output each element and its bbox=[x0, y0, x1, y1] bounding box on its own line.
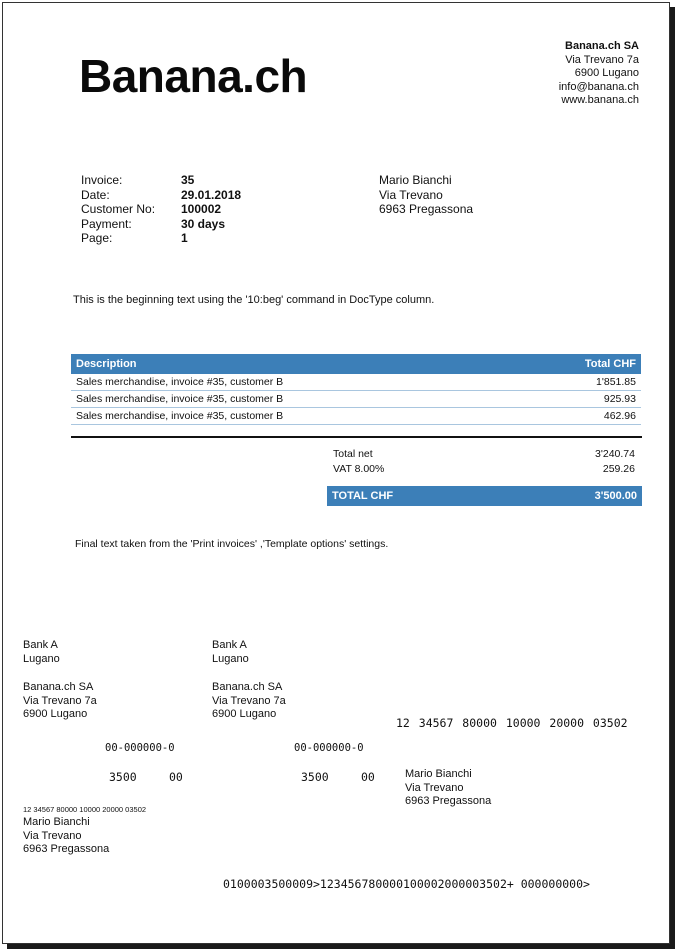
total-net-value: 3'240.74 bbox=[595, 448, 635, 460]
invoice-info-labels bbox=[81, 173, 155, 246]
payer-city: 6963 Pregassona bbox=[23, 843, 110, 855]
amount-cents-right: 00 bbox=[361, 770, 375, 784]
invoice-number: 35 bbox=[181, 173, 195, 187]
table-row bbox=[71, 374, 641, 391]
table-row bbox=[71, 408, 641, 425]
total-net-label: Total net bbox=[333, 448, 373, 460]
company-logo: Banana.ch bbox=[79, 50, 308, 102]
customer-street: Via Trevano bbox=[379, 187, 443, 202]
company-website[interactable]: www.banana.ch bbox=[561, 94, 639, 106]
row-description: Sales merchandise, invoice #35, customer B bbox=[76, 376, 284, 388]
page-label: Page: bbox=[81, 231, 113, 245]
coding-line: 0100003500009>123456780000100002000003502+ 000000000> bbox=[223, 877, 590, 891]
company-city: 6900 Lugano bbox=[574, 67, 639, 79]
account-number-right: 00-000000-0 bbox=[294, 742, 364, 754]
row-total: 925.93 bbox=[603, 393, 636, 405]
items-table bbox=[71, 354, 641, 425]
vat-label: VAT 8.00% bbox=[333, 463, 385, 475]
final-text: Final text taken from the 'Print invoices' ,'Template options' settings. bbox=[75, 538, 389, 550]
reference-number: 12 34567 80000 10000 20000 03502 bbox=[396, 716, 628, 730]
payee-street: Via Trevano 7a bbox=[212, 694, 286, 707]
company-street: Via Trevano 7a bbox=[565, 53, 639, 66]
customer-name: Mario Bianchi bbox=[379, 173, 452, 187]
account-number-left: 00-000000-0 bbox=[105, 742, 175, 754]
bank-city: Lugano bbox=[23, 652, 60, 665]
row-description: Sales merchandise, invoice #35, customer B bbox=[76, 393, 284, 405]
grand-total-value: 3'500.00 bbox=[594, 490, 637, 502]
invoice-date: 29.01.2018 bbox=[181, 187, 242, 202]
table-header bbox=[71, 354, 641, 374]
slip-payee-left bbox=[23, 681, 97, 722]
payment-label: Payment: bbox=[81, 216, 132, 231]
slip-payee-right bbox=[212, 681, 286, 722]
row-total: 462.96 bbox=[603, 410, 636, 422]
company-name: Banana.ch SA bbox=[565, 40, 639, 52]
invoice-number-label: Invoice: bbox=[81, 173, 123, 187]
payer-city: 6963 Pregassona bbox=[405, 795, 492, 807]
payee-city: 6900 Lugano bbox=[23, 708, 88, 720]
page-number: 1 bbox=[181, 231, 188, 245]
amount-francs-left: 3500 bbox=[109, 770, 137, 784]
slip-payer-right bbox=[405, 768, 491, 809]
vat-value: 259.26 bbox=[602, 463, 635, 475]
payee-name: Banana.ch SA bbox=[23, 681, 94, 693]
column-header-total: Total CHF bbox=[584, 358, 636, 370]
customer-address bbox=[379, 173, 473, 217]
begin-text: This is the beginning text using the '10:beg' command in DocType column. bbox=[73, 294, 435, 306]
payee-street: Via Trevano 7a bbox=[23, 694, 97, 707]
bank-name: Bank A bbox=[212, 639, 247, 651]
column-header-description: Description bbox=[76, 358, 137, 370]
invoice-page bbox=[2, 2, 670, 944]
slip-bank-right bbox=[212, 639, 249, 666]
slip-bank-left bbox=[23, 639, 60, 666]
table-divider bbox=[71, 436, 642, 438]
payee-name: Banana.ch SA bbox=[212, 681, 283, 693]
slip-payer-left bbox=[23, 816, 109, 857]
payer-name: Mario Bianchi bbox=[405, 768, 472, 780]
payer-name: Mario Bianchi bbox=[23, 816, 90, 828]
customer-number: 100002 bbox=[181, 202, 222, 216]
reference-number-small: 12 34567 80000 10000 20000 03502 bbox=[23, 805, 147, 814]
company-address bbox=[559, 40, 639, 108]
company-email[interactable]: info@banana.ch bbox=[558, 80, 639, 93]
amount-francs-right: 3500 bbox=[301, 770, 329, 784]
payer-street: Via Trevano bbox=[23, 829, 82, 842]
payer-street: Via Trevano bbox=[405, 781, 464, 794]
customer-no-label: Customer No: bbox=[81, 202, 156, 216]
table-row bbox=[71, 391, 641, 408]
payee-city: 6900 Lugano bbox=[212, 708, 277, 720]
grand-total-label: TOTAL CHF bbox=[332, 490, 394, 502]
customer-city: 6963 Pregassona bbox=[379, 202, 474, 216]
invoice-info-values bbox=[181, 173, 241, 246]
grand-total-bar bbox=[327, 486, 642, 506]
row-description: Sales merchandise, invoice #35, customer B bbox=[76, 410, 284, 422]
row-total: 1'851.85 bbox=[596, 376, 636, 388]
payment-terms: 30 days bbox=[181, 216, 226, 231]
amount-cents-left: 00 bbox=[169, 770, 183, 784]
date-label: Date: bbox=[81, 187, 110, 202]
bank-name: Bank A bbox=[23, 639, 58, 651]
bank-city: Lugano bbox=[212, 652, 249, 665]
